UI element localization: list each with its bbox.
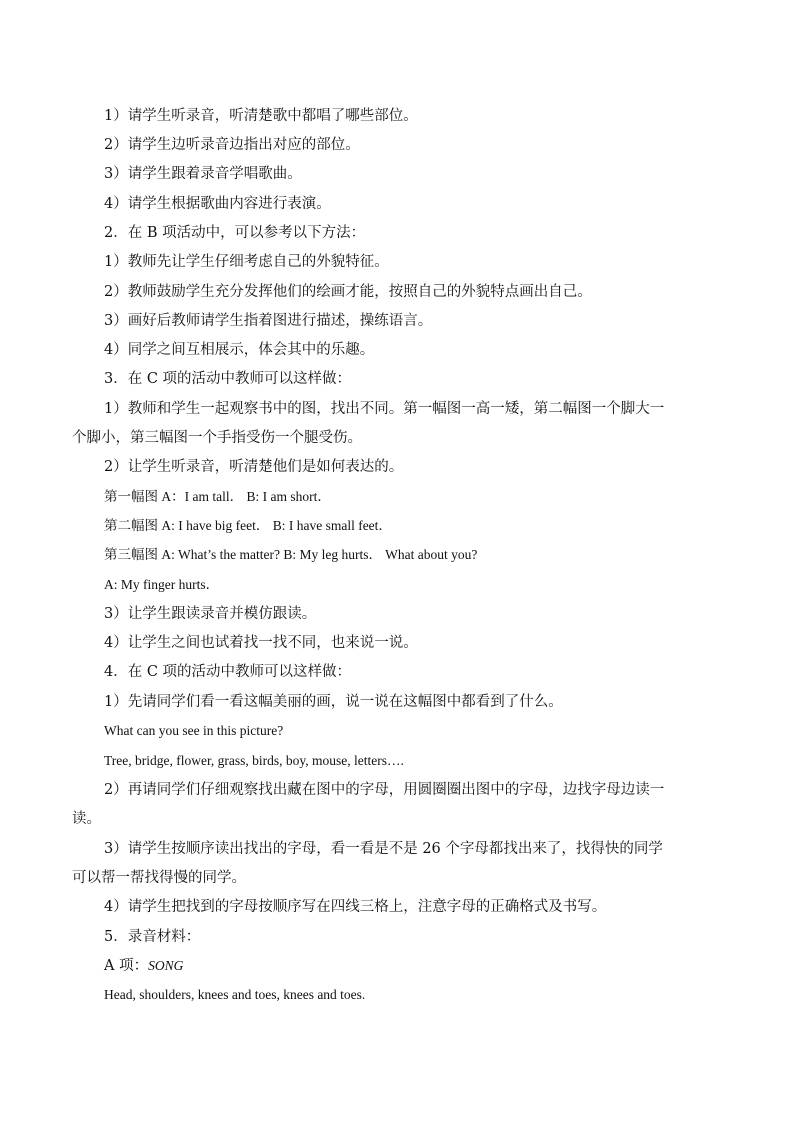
text-line: 1）先请同学们看一看这幅美丽的画，说一说在这幅图中都看到了什么。 [104, 694, 563, 710]
dialogue-line: 第三幅图 A: What’s the matter? B: My leg hurts． What about you? [104, 547, 478, 562]
text-line: 2）再请同学们仔细观察找出藏在图中的字母，用圆圈圈出图中的字母，边找字母边读一 [104, 782, 665, 798]
section-heading: 2．在 B 项活动中，可以参考以下方法： [104, 225, 366, 241]
section-heading: 3．在 C 项的活动中教师可以这样做： [104, 371, 352, 387]
text-line: 2）让学生听录音，听清楚他们是如何表达的。 [104, 459, 404, 475]
song-title: SONG [148, 958, 184, 973]
english-line: Tree, bridge, flower, grass, birds, boy, mouse, letters…. [104, 753, 404, 768]
song-heading [104, 957, 183, 975]
text-line-continued: 读。 [72, 811, 101, 827]
text-line: 3）画好后教师请学生指着图进行描述，操练语言。 [104, 313, 433, 329]
text-line: 3）请学生跟着录音学唱歌曲。 [104, 166, 302, 182]
text-line: 4）请学生根据歌曲内容进行表演。 [104, 196, 331, 212]
english-line: What can you see in this picture? [104, 723, 284, 738]
text-line: 2）教师鼓励学生充分发挥他们的绘画才能，按照自己的外貌特点画出自己。 [104, 284, 592, 300]
dialogue-line: 第一幅图 A：I am tall． B: I am short． [104, 489, 331, 504]
text-line-continued: 个脚小，第三幅图一个手指受伤一个腿受伤。 [72, 430, 362, 446]
song-lyrics: Head, shoulders, knees and toes, knees and toes. [104, 987, 366, 1002]
text-line-continued: 可以帮一帮找得慢的同学。 [72, 870, 246, 886]
text-line: 2）请学生边听录音边指出对应的部位。 [104, 137, 360, 153]
text-line: 1）请学生听录音，听清楚歌中都唱了哪些部位。 [104, 108, 418, 124]
text-line: 1）教师和学生一起观察书中的图，找出不同。第一幅图一高一矮，第二幅图一个脚大一 [104, 401, 665, 417]
dialogue-line: A: My finger hurts． [104, 577, 220, 592]
section-heading: 5．录音材料： [104, 929, 201, 945]
text-line: 3）让学生跟读录音并模仿跟读。 [104, 606, 317, 622]
section-heading: 4．在 C 项的活动中教师可以这样做： [104, 664, 352, 680]
text-line: 3）请学生按顺序读出找出的字母，看一看是不是 26 个字母都找出来了，找得快的同学 [104, 841, 663, 857]
text-line: 4）同学之间互相展示，体会其中的乐趣。 [104, 342, 375, 358]
text-line: 4）让学生之间也试着找一找不同，也来说一说。 [104, 635, 418, 651]
text-line: 1）教师先让学生仔细考虑自己的外貌特征。 [104, 254, 389, 270]
dialogue-line: 第二幅图 A: I have big feet． B: I have small feet． [104, 518, 392, 533]
song-label: A 项： [104, 958, 149, 974]
text-line: 4）请学生把找到的字母按顺序写在四线三格上，注意字母的正确格式及书写。 [104, 899, 607, 915]
